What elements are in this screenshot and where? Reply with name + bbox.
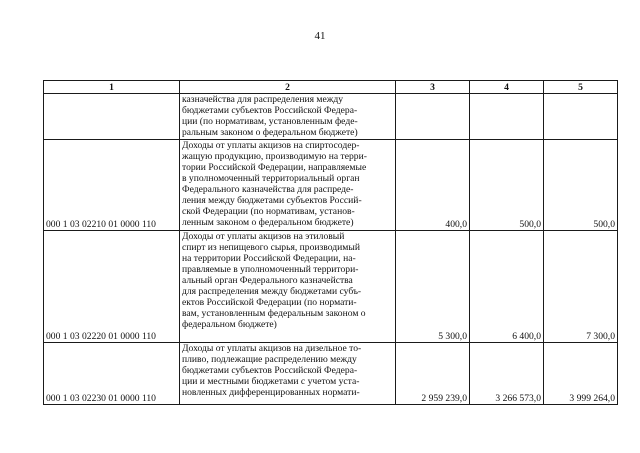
description-line: на территории Российской Федерации, на- — [182, 253, 356, 264]
row-value-col-3: 2 959 239,0 — [396, 343, 470, 405]
row-code: 000 1 03 02210 01 0000 110 — [44, 140, 180, 231]
description-line: федеральном бюджете) — [182, 319, 277, 330]
row-value-col-4: 500,0 — [470, 140, 544, 231]
row-value-col-5: 500,0 — [544, 140, 618, 231]
row-code: 000 1 03 02230 01 0000 110 — [44, 343, 180, 405]
header-col-4: 4 — [470, 81, 544, 94]
description-line: ции (по нормативам, установленным феде- — [182, 116, 358, 127]
row-value-col-5: 3 999 264,0 — [544, 343, 618, 405]
description-line: тории Российской Федерации, направляемые — [182, 162, 367, 173]
header-col-3: 3 — [396, 81, 470, 94]
description-line: Федерального казначейства для распреде- — [182, 184, 354, 195]
header-col-5: 5 — [544, 81, 618, 94]
row-value-col-3: 5 300,0 — [396, 231, 470, 343]
description-line: пливо, подлежащие распределению между — [182, 354, 357, 365]
description-line: ления между бюджетами субъектов Россий- — [182, 195, 362, 206]
description-line: Доходы от уплаты акцизов на дизельное то- — [182, 343, 362, 354]
description-line: ектов Российской Федерации (по нормати- — [182, 297, 357, 308]
description-line: альный орган Федерального казначейства — [182, 275, 353, 286]
description-line: вам, установленным федеральным законом о — [182, 308, 366, 319]
description-line: ской Федерации (по нормативам, установ- — [182, 206, 355, 217]
description-line: новленных дифференцированных нормати- — [182, 387, 360, 398]
row-description — [180, 231, 396, 343]
description-line: казначейства для распределения между — [182, 94, 344, 105]
row-description — [180, 343, 396, 405]
row-value-col-4: 6 400,0 — [470, 231, 544, 343]
description-line: для распределения между бюджетами субъ- — [182, 286, 362, 297]
header-col-1: 1 — [44, 81, 180, 94]
description-line: ральным законом о федеральном бюджете) — [182, 127, 358, 138]
row-value-col-4 — [470, 94, 544, 140]
row-description — [180, 94, 396, 140]
description-line: жащую продукцию, производимую на терри- — [182, 151, 367, 162]
table-row — [44, 343, 618, 405]
description-line: ленным законом о федеральном бюджете) — [182, 217, 354, 228]
description-line: бюджетами субъектов Российской Федера- — [182, 105, 358, 116]
row-description — [180, 140, 396, 231]
row-code — [44, 94, 180, 140]
row-value-col-4: 3 266 573,0 — [470, 343, 544, 405]
description-line: спирт из непищевого сырья, производимый — [182, 242, 360, 253]
table-row — [44, 94, 618, 140]
description-line: Доходы от уплаты акцизов на спиртосодер- — [182, 140, 360, 151]
description-line: в уполномоченный территориальный орган — [182, 173, 360, 184]
description-line: бюджетами субъектов Российской Федера- — [182, 365, 358, 376]
description-line: правляемые в уполномоченный территори- — [182, 264, 359, 275]
row-value-col-3 — [396, 94, 470, 140]
header-row — [44, 81, 618, 94]
page-number: 41 — [314, 30, 326, 42]
row-value-col-5 — [544, 94, 618, 140]
table-row — [44, 231, 618, 343]
description-line: ции и местными бюджетами с учетом уста- — [182, 376, 360, 387]
description-line: Доходы от уплаты акцизов на этиловый — [182, 231, 345, 242]
row-value-col-3: 400,0 — [396, 140, 470, 231]
row-code: 000 1 03 02220 01 0000 110 — [44, 231, 180, 343]
table-row — [44, 140, 618, 231]
budget-revenue-table — [43, 80, 618, 405]
row-value-col-5: 7 300,0 — [544, 231, 618, 343]
header-col-2: 2 — [180, 81, 396, 94]
